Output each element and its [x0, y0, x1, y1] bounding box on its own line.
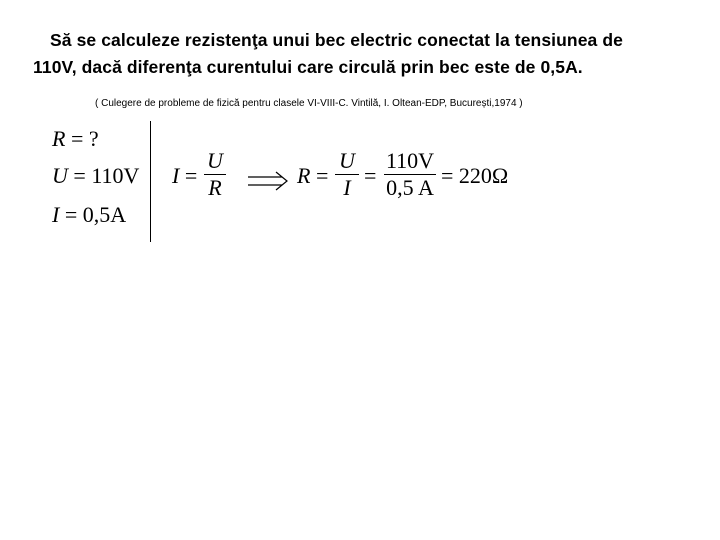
solution-denominator-i: I	[343, 175, 351, 200]
given-voltage: U = 110V	[52, 163, 140, 188]
solution-fraction-numeric	[384, 149, 436, 200]
given-current: I = 0,5A	[52, 202, 127, 227]
given-resistance: R = ?	[52, 126, 99, 151]
source-citation: ( Culegere de probleme de fizică pentru clasele VI-VIII-C. Vintilă, I. Oltean-EDP, București,1974 )	[95, 98, 523, 109]
ohm-law-lhs: I =	[172, 163, 198, 188]
solution-numerator-u: U	[339, 148, 355, 173]
ohm-law-numerator: U	[207, 148, 223, 173]
problem-line-1: Să se calculeze rezistenţa unui bec electric conectat la tensiunea de	[50, 30, 623, 50]
problem-statement	[33, 27, 705, 81]
solution-denominator-value: 0,5 A	[386, 175, 434, 200]
solution-result: = 220Ω	[441, 163, 509, 188]
solution-fraction-symbolic	[335, 149, 359, 200]
implies-arrow-icon	[246, 171, 290, 191]
equals-sign: =	[364, 163, 377, 188]
solution-lhs: R =	[297, 163, 329, 188]
ohm-law-denominator: R	[208, 175, 222, 200]
ohm-law-fraction	[204, 149, 226, 200]
solution-numerator-value: 110V	[385, 148, 435, 173]
problem-line-2: 110V, dacă diferenţa curentului care circulă prin bec este de 0,5A.	[33, 57, 583, 77]
given-separator-line	[150, 121, 151, 242]
